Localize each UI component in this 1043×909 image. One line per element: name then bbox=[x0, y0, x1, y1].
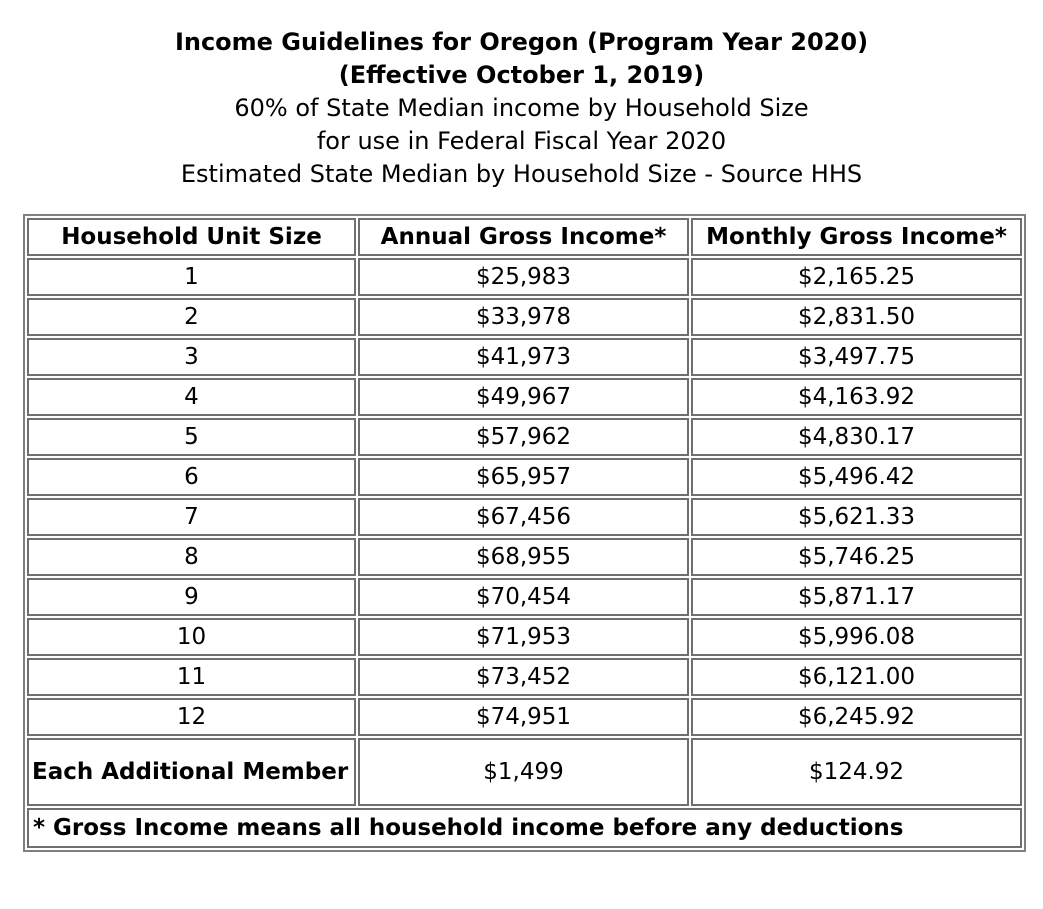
household-size-cell: 6 bbox=[27, 458, 356, 496]
monthly-income-cell: $2,831.50 bbox=[691, 298, 1022, 336]
household-size-cell: 3 bbox=[27, 338, 356, 376]
monthly-income-cell: $5,871.17 bbox=[691, 578, 1022, 616]
annual-income-cell: $49,967 bbox=[358, 378, 689, 416]
household-size-cell: 12 bbox=[27, 698, 356, 736]
table-row bbox=[27, 698, 1022, 736]
monthly-income-cell: $5,996.08 bbox=[691, 618, 1022, 656]
monthly-income-cell: $6,245.92 bbox=[691, 698, 1022, 736]
page-title: Income Guidelines for Oregon (Program Year 2020) bbox=[174, 28, 869, 56]
annual-income-cell: $71,953 bbox=[358, 618, 689, 656]
annual-income-cell: $67,456 bbox=[358, 498, 689, 536]
table-row bbox=[27, 578, 1022, 616]
table-row bbox=[27, 538, 1022, 576]
subtitle-median-income: 60% of State Median income by Household Size bbox=[234, 94, 809, 122]
column-header-annual-income: Annual Gross Income* bbox=[358, 218, 689, 256]
annual-income-cell: $68,955 bbox=[358, 538, 689, 576]
table-row bbox=[27, 338, 1022, 376]
household-size-cell: 2 bbox=[27, 298, 356, 336]
additional-member-row bbox=[27, 738, 1022, 806]
table-row bbox=[27, 458, 1022, 496]
subtitle-source: Estimated State Median by Household Size - Source HHS bbox=[180, 160, 863, 188]
column-header-household-size: Household Unit Size bbox=[27, 218, 356, 256]
table-row bbox=[27, 498, 1022, 536]
footnote-row bbox=[27, 808, 1022, 848]
annual-income-cell: $70,454 bbox=[358, 578, 689, 616]
table-row bbox=[27, 378, 1022, 416]
annual-income-cell: $25,983 bbox=[358, 258, 689, 296]
household-size-cell: 1 bbox=[27, 258, 356, 296]
monthly-income-cell: $5,496.42 bbox=[691, 458, 1022, 496]
table-row bbox=[27, 298, 1022, 336]
additional-member-label: Each Additional Member bbox=[27, 738, 356, 806]
monthly-income-cell: $6,121.00 bbox=[691, 658, 1022, 696]
annual-income-cell: $74,951 bbox=[358, 698, 689, 736]
household-size-cell: 9 bbox=[27, 578, 356, 616]
income-guidelines-table bbox=[23, 214, 1026, 852]
household-size-cell: 10 bbox=[27, 618, 356, 656]
household-size-cell: 5 bbox=[27, 418, 356, 456]
table-row bbox=[27, 258, 1022, 296]
monthly-income-cell: $5,746.25 bbox=[691, 538, 1022, 576]
annual-income-cell: $57,962 bbox=[358, 418, 689, 456]
household-size-cell: 4 bbox=[27, 378, 356, 416]
effective-date: (Effective October 1, 2019) bbox=[338, 61, 705, 89]
table-row bbox=[27, 418, 1022, 456]
monthly-income-cell: $4,163.92 bbox=[691, 378, 1022, 416]
column-header-monthly-income: Monthly Gross Income* bbox=[691, 218, 1022, 256]
subtitle-fiscal-year: for use in Federal Fiscal Year 2020 bbox=[316, 127, 727, 155]
household-size-cell: 7 bbox=[27, 498, 356, 536]
table-header-row bbox=[27, 218, 1022, 256]
annual-income-cell: $33,978 bbox=[358, 298, 689, 336]
monthly-income-cell: $5,621.33 bbox=[691, 498, 1022, 536]
annual-income-cell: $41,973 bbox=[358, 338, 689, 376]
monthly-income-cell: $2,165.25 bbox=[691, 258, 1022, 296]
annual-income-cell: $65,957 bbox=[358, 458, 689, 496]
income-table-container bbox=[23, 214, 1026, 852]
additional-member-monthly: $124.92 bbox=[691, 738, 1022, 806]
monthly-income-cell: $3,497.75 bbox=[691, 338, 1022, 376]
household-size-cell: 11 bbox=[27, 658, 356, 696]
household-size-cell: 8 bbox=[27, 538, 356, 576]
page-header bbox=[0, 26, 1043, 191]
monthly-income-cell: $4,830.17 bbox=[691, 418, 1022, 456]
additional-member-annual: $1,499 bbox=[358, 738, 689, 806]
table-row bbox=[27, 658, 1022, 696]
annual-income-cell: $73,452 bbox=[358, 658, 689, 696]
table-row bbox=[27, 618, 1022, 656]
gross-income-footnote: * Gross Income means all household income before any deductions bbox=[27, 808, 1022, 848]
